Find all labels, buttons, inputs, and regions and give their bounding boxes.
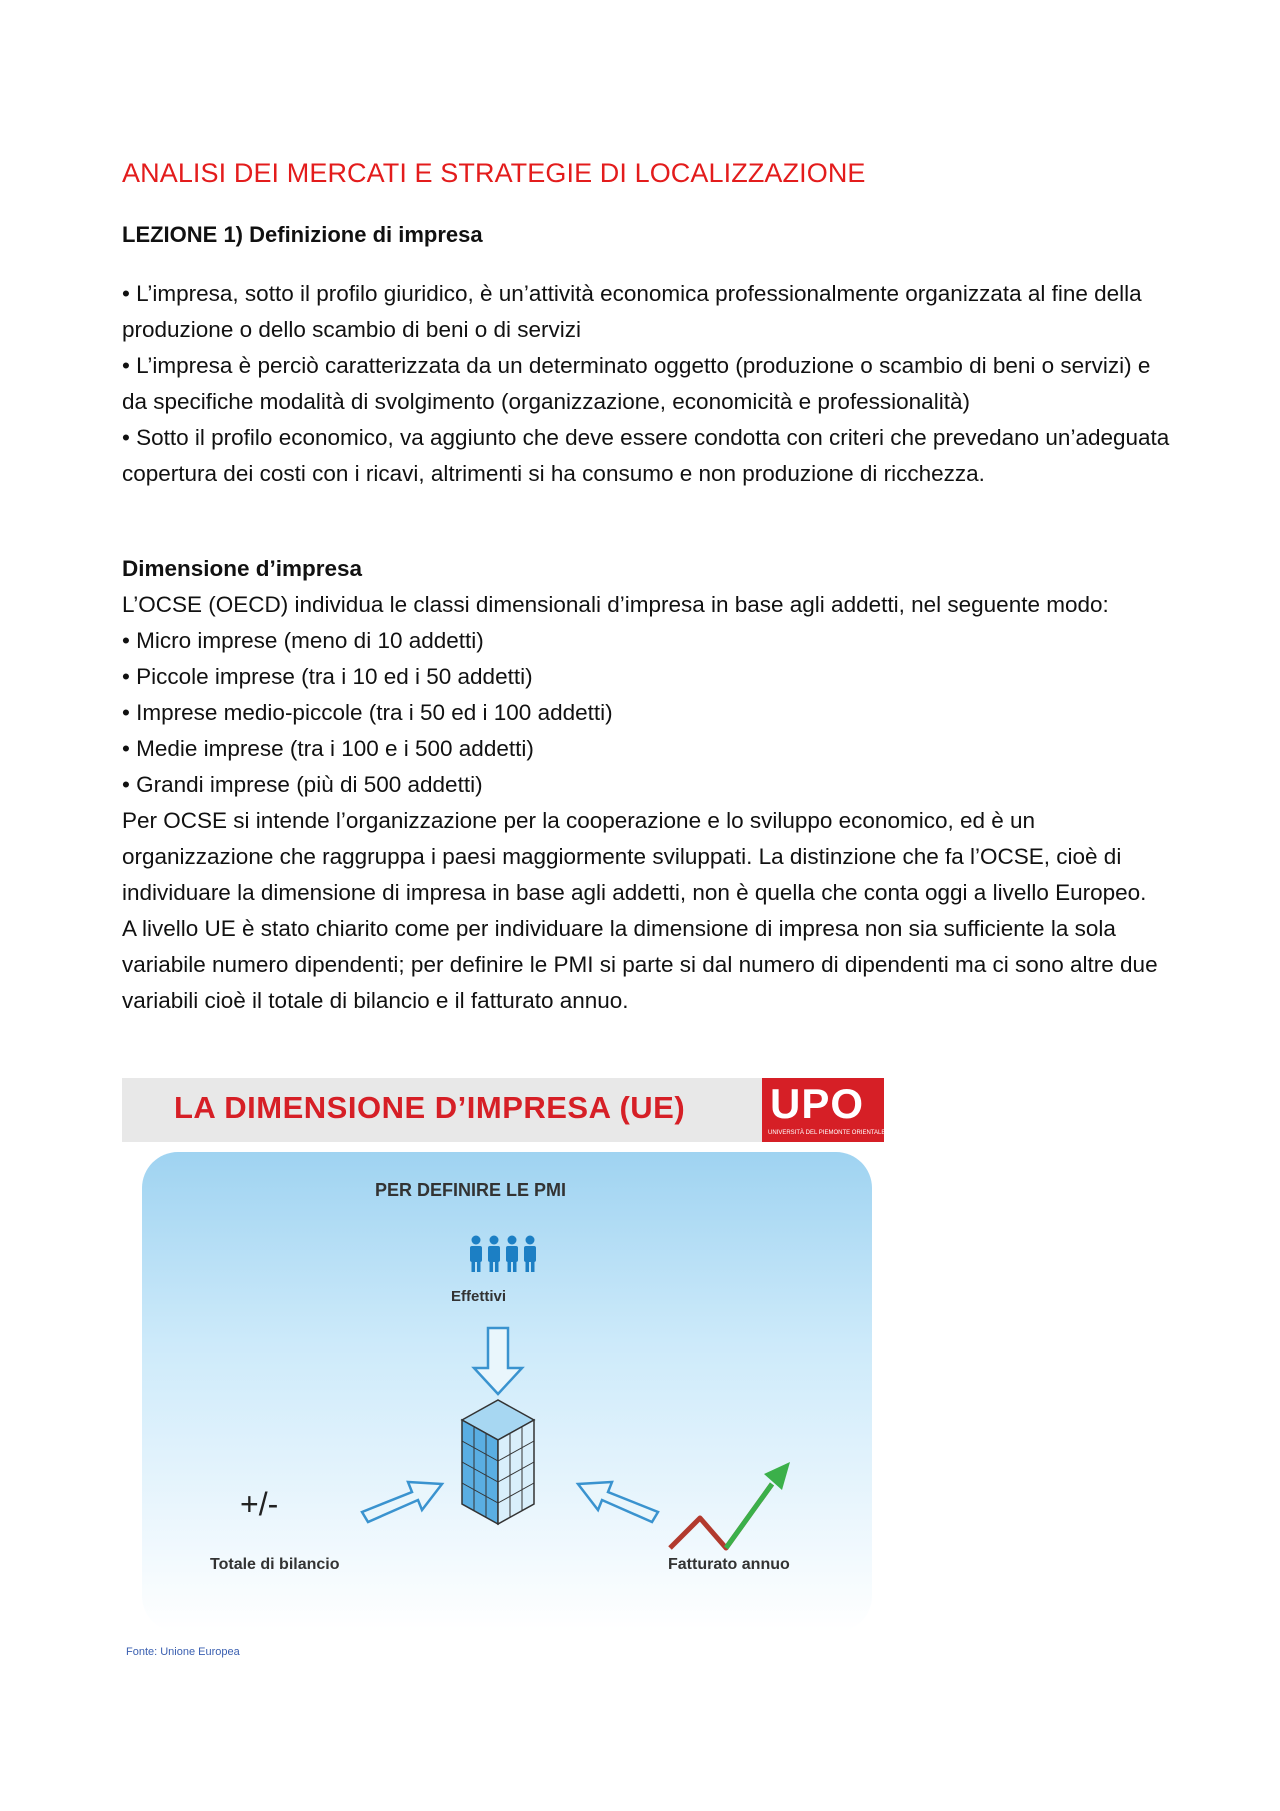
pmi-figure	[122, 1078, 892, 1658]
building-icon	[462, 1400, 534, 1524]
panel-title: PER DEFINIRE LE PMI	[375, 1180, 567, 1200]
lesson-title: LEZIONE 1) Definizione di impresa	[122, 222, 483, 247]
list-item: • Piccole imprese (tra i 10 ed i 50 addetti)	[122, 664, 533, 689]
list-item: • Grandi imprese (più di 500 addetti)	[122, 772, 483, 797]
section-heading: Dimensione d’impresa	[122, 556, 363, 581]
label-plusminus: +/-	[240, 1486, 279, 1522]
paragraph: A livello UE è stato chiarito come per individuare la dimensione di impresa non sia sufficiente la sola variabile numero dipendenti; per definire le PMI si parte si dal numero di dipendenti ma ci sono altre due variabili cioè il totale di bilancio e il fatturato annuo.	[122, 916, 1158, 1013]
page-title: ANALISI DEI MERCATI E STRATEGIE DI LOCALIZZAZIONE	[122, 158, 866, 188]
list-item: • Imprese medio-piccole (tra i 50 ed i 100 addetti)	[122, 700, 613, 725]
figure-source: Fonte: Unione Europea	[126, 1646, 240, 1658]
logo-subtext: UNIVERSITÀ DEL PIEMONTE ORIENTALE	[768, 1130, 886, 1136]
people-icon	[470, 1236, 536, 1273]
list-item: • Medie imprese (tra i 100 e i 500 addetti)	[122, 736, 534, 761]
paragraph: • Sotto il profilo economico, va aggiunto che deve essere condotta con criteri che prevedano un’adeguata copertura dei costi con i ricavi, altrimenti si ha consumo e non produzione di ricchezza.	[122, 425, 1170, 486]
paragraph: Per OCSE si intende l’organizzazione per la cooperazione e lo sviluppo economico, ed è un organizzazione che raggruppa i paesi maggiormente sviluppati. La distinzione che fa l’OCSE, cioè di individuare la dimensione di impresa in base agli addetti, non è quella che conta oggi a livello Europeo.	[122, 808, 1147, 905]
paragraph: • L’impresa, sotto il profilo giuridico, è un’attività economica professionalmente organizzata al fine della produzione o dello scambio di beni o di servizi	[122, 281, 1142, 342]
paragraph: L’OCSE (OECD) individua le classi dimensionali d’impresa in base agli addetti, nel seguente modo:	[122, 592, 1109, 617]
label-fatturato: Fatturato annuo	[668, 1556, 790, 1573]
label-totale-bilancio: Totale di bilancio	[210, 1556, 340, 1573]
logo-text: UPO	[770, 1080, 865, 1127]
growth-chart-icon	[670, 1462, 790, 1548]
section-definition	[122, 276, 1172, 492]
arrow-left-icon	[578, 1482, 658, 1522]
arrow-right-icon	[362, 1482, 442, 1522]
list-item: • Micro imprese (meno di 10 addetti)	[122, 628, 484, 653]
section-dimension	[122, 551, 1172, 1019]
paragraph: • L’impresa è perciò caratterizzata da un determinato oggetto (produzione o scambio di beni o servizi) e da specifiche modalità di svolgimento (organizzazione, economicità e professionalità)	[122, 353, 1151, 414]
label-effettivi: Effettivi	[451, 1288, 507, 1305]
figure-title: LA DIMENSIONE D’IMPRESA (UE)	[174, 1090, 686, 1125]
arrow-down-icon	[474, 1328, 522, 1394]
